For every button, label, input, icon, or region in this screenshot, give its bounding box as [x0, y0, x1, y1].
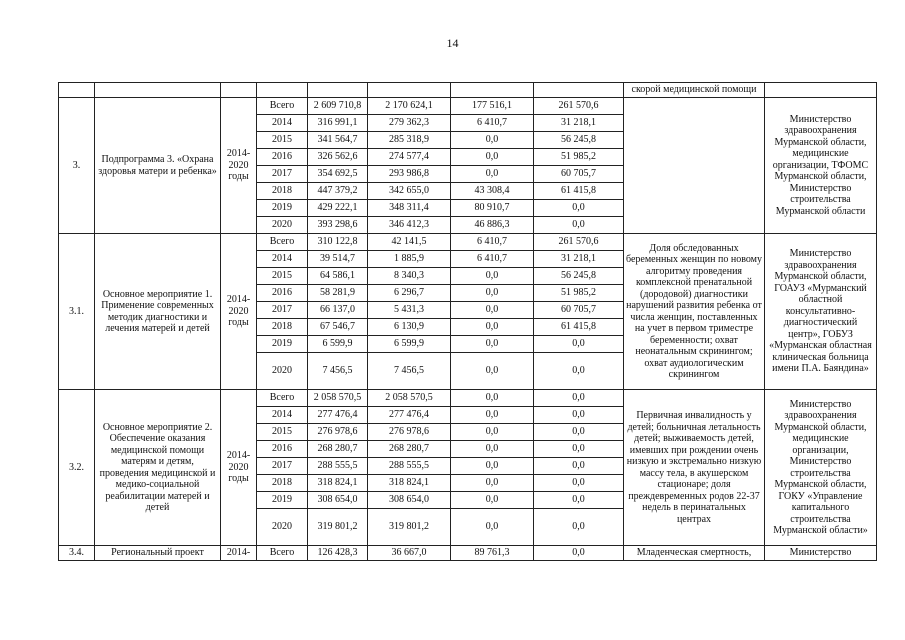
value-col1: 342 655,0	[368, 183, 451, 200]
value-col2: 0,0	[451, 509, 534, 546]
executor-cell: Министерство здравоохранения Мурманской области, ГОАУЗ «Мурманский областной консультативно-диагностический центр», ГОБУЗ «Мурманская областная клиническая больница имени П.А. Баяндина»	[765, 234, 877, 390]
value-col3: 0,0	[534, 492, 624, 509]
value-col1: 6 130,9	[368, 319, 451, 336]
program-table	[58, 82, 877, 561]
table-row	[59, 234, 877, 251]
value-col1: 318 824,1	[368, 475, 451, 492]
continuation-row	[59, 83, 877, 98]
value-col2: 0,0	[451, 166, 534, 183]
item-name: Подпрограмма 3. «Охрана здоровья матери и ребенка»	[95, 98, 221, 234]
item-name: Основное мероприятие 2. Обеспечение оказания медицинской помощи матерям и детям, проведения медицинской и медико-социальной реабилитации матерей и детей	[95, 390, 221, 546]
row-label: 2016	[257, 441, 308, 458]
item-period: 2014-	[221, 546, 257, 561]
value-col1: 348 311,4	[368, 200, 451, 217]
row-label: 2019	[257, 336, 308, 353]
value-col2: 0,0	[451, 441, 534, 458]
value-col1: 2 058 570,5	[368, 390, 451, 407]
value-total: 277 476,4	[308, 407, 368, 424]
value-col2: 0,0	[451, 390, 534, 407]
value-col3: 56 245,8	[534, 268, 624, 285]
value-col1: 285 318,9	[368, 132, 451, 149]
value-col1: 36 667,0	[368, 546, 451, 561]
item-name: Региональный проект	[95, 546, 221, 561]
value-col2: 0,0	[451, 353, 534, 390]
value-col2: 0,0	[451, 319, 534, 336]
item-period: 2014-2020 годы	[221, 390, 257, 546]
row-label: Всего	[257, 390, 308, 407]
item-number: 3.2.	[59, 390, 95, 546]
row-label: Всего	[257, 98, 308, 115]
value-col2: 6 410,7	[451, 115, 534, 132]
value-col3: 0,0	[534, 458, 624, 475]
table-row	[59, 390, 877, 407]
row-label: 2014	[257, 407, 308, 424]
item-name: Основное мероприятие 1. Применение современных методик диагностики и лечения матерей и детей	[95, 234, 221, 390]
value-total: 2 609 710,8	[308, 98, 368, 115]
item-number: 3.4.	[59, 546, 95, 561]
executor-cell: Министерство	[765, 546, 877, 561]
value-total: 326 562,6	[308, 149, 368, 166]
row-label: 2018	[257, 319, 308, 336]
value-col1: 2 170 624,1	[368, 98, 451, 115]
item-number: 3.1.	[59, 234, 95, 390]
value-col3: 51 985,2	[534, 149, 624, 166]
indicator-cell: скорой медицинской помощи	[624, 83, 765, 98]
row-label: 2017	[257, 458, 308, 475]
value-total: 7 456,5	[308, 353, 368, 390]
row-label: 2017	[257, 166, 308, 183]
row-label: 2020	[257, 217, 308, 234]
value-col3: 51 985,2	[534, 285, 624, 302]
value-col3: 0,0	[534, 424, 624, 441]
value-col2: 46 886,3	[451, 217, 534, 234]
value-col1: 5 431,3	[368, 302, 451, 319]
row-label: 2020	[257, 353, 308, 390]
value-total: 318 824,1	[308, 475, 368, 492]
value-total: 354 692,5	[308, 166, 368, 183]
value-col3: 60 705,7	[534, 302, 624, 319]
value-col3: 0,0	[534, 390, 624, 407]
value-col2: 0,0	[451, 149, 534, 166]
value-col3: 0,0	[534, 217, 624, 234]
value-col2: 0,0	[451, 458, 534, 475]
row-label: 2014	[257, 251, 308, 268]
value-total: 39 514,7	[308, 251, 368, 268]
value-total: 393 298,6	[308, 217, 368, 234]
value-total: 288 555,5	[308, 458, 368, 475]
value-col3: 56 245,8	[534, 132, 624, 149]
value-col3: 0,0	[534, 336, 624, 353]
value-total: 447 379,2	[308, 183, 368, 200]
value-col2: 177 516,1	[451, 98, 534, 115]
value-col2: 0,0	[451, 285, 534, 302]
value-col1: 293 986,8	[368, 166, 451, 183]
value-col1: 7 456,5	[368, 353, 451, 390]
value-total: 66 137,0	[308, 302, 368, 319]
value-col3: 0,0	[534, 546, 624, 561]
value-col3: 0,0	[534, 407, 624, 424]
value-total: 341 564,7	[308, 132, 368, 149]
value-total: 6 599,9	[308, 336, 368, 353]
row-label: Всего	[257, 546, 308, 561]
value-total: 310 122,8	[308, 234, 368, 251]
value-total: 308 654,0	[308, 492, 368, 509]
executor-cell: Министерство здравоохранения Мурманской области, медицинские организации, ТФОМС Мурманской области, Министерство строительства Мурманской области	[765, 98, 877, 234]
value-col2: 0,0	[451, 492, 534, 509]
row-label: 2017	[257, 302, 308, 319]
value-col2: 80 910,7	[451, 200, 534, 217]
value-total: 67 546,7	[308, 319, 368, 336]
value-col1: 288 555,5	[368, 458, 451, 475]
value-col1: 279 362,3	[368, 115, 451, 132]
value-col1: 8 340,3	[368, 268, 451, 285]
value-col2: 0,0	[451, 336, 534, 353]
row-label: 2019	[257, 200, 308, 217]
value-col3: 31 218,1	[534, 251, 624, 268]
value-col3: 61 415,8	[534, 183, 624, 200]
item-number: 3.	[59, 98, 95, 234]
value-col2: 6 410,7	[451, 234, 534, 251]
value-col2: 0,0	[451, 268, 534, 285]
value-col2: 43 308,4	[451, 183, 534, 200]
row-label: 2020	[257, 509, 308, 546]
value-total: 268 280,7	[308, 441, 368, 458]
value-col1: 268 280,7	[368, 441, 451, 458]
table-row	[59, 98, 877, 115]
value-col1: 1 885,9	[368, 251, 451, 268]
row-label: 2018	[257, 183, 308, 200]
row-label: Всего	[257, 234, 308, 251]
value-col1: 274 577,4	[368, 149, 451, 166]
value-total: 2 058 570,5	[308, 390, 368, 407]
value-col3: 261 570,6	[534, 98, 624, 115]
value-col1: 277 476,4	[368, 407, 451, 424]
value-total: 429 222,1	[308, 200, 368, 217]
value-col3: 60 705,7	[534, 166, 624, 183]
indicator-cell: Доля обследованных беременных женщин по новому алгоритму проведения комплексной пренатальной (дородовой) диагностики нарушений развития ребенка от числа женщин, поставленных на учет в первом триместре беременности; охват неонатальным скринингом; охват аудиологическим скринингом	[624, 234, 765, 390]
value-total: 58 281,9	[308, 285, 368, 302]
row-label: 2016	[257, 285, 308, 302]
item-period: 2014-2020 годы	[221, 234, 257, 390]
value-total: 316 991,1	[308, 115, 368, 132]
value-col1: 346 412,3	[368, 217, 451, 234]
value-total: 319 801,2	[308, 509, 368, 546]
value-col1: 6 296,7	[368, 285, 451, 302]
row-label: 2015	[257, 268, 308, 285]
value-col2: 89 761,3	[451, 546, 534, 561]
value-col2: 0,0	[451, 475, 534, 492]
item-period: 2014-2020 годы	[221, 98, 257, 234]
value-total: 64 586,1	[308, 268, 368, 285]
row-label: 2015	[257, 424, 308, 441]
indicator-cell	[624, 98, 765, 234]
value-col2: 0,0	[451, 424, 534, 441]
value-col3: 31 218,1	[534, 115, 624, 132]
value-col3: 0,0	[534, 441, 624, 458]
indicator-cell: Первичная инвалидность у детей; больничная летальность детей; выживаемость детей, имевших при рождении очень низкую и экстремально низкую массу тела, в акушерском стационаре; доля преждевременных родов 22-37 недель в перинатальных центрах	[624, 390, 765, 546]
value-total: 276 978,6	[308, 424, 368, 441]
value-col3: 0,0	[534, 509, 624, 546]
value-col2: 6 410,7	[451, 251, 534, 268]
row-label: 2018	[257, 475, 308, 492]
row-label: 2015	[257, 132, 308, 149]
row-label: 2019	[257, 492, 308, 509]
value-col3: 0,0	[534, 200, 624, 217]
table-row	[59, 546, 877, 561]
value-col1: 6 599,9	[368, 336, 451, 353]
value-col3: 0,0	[534, 353, 624, 390]
row-label: 2014	[257, 115, 308, 132]
value-col2: 0,0	[451, 302, 534, 319]
value-col2: 0,0	[451, 132, 534, 149]
value-col3: 61 415,8	[534, 319, 624, 336]
value-col2: 0,0	[451, 407, 534, 424]
value-total: 126 428,3	[308, 546, 368, 561]
executor-cell: Министерство здравоохранения Мурманской области, медицинские организации, Министерство строительства Мурманской области, ГОКУ «Управление капитального строительства Мурманской области»	[765, 390, 877, 546]
page-number: 14	[446, 36, 459, 50]
indicator-cell: Младенческая смертность,	[624, 546, 765, 561]
value-col1: 42 141,5	[368, 234, 451, 251]
value-col1: 276 978,6	[368, 424, 451, 441]
value-col3: 0,0	[534, 475, 624, 492]
value-col1: 319 801,2	[368, 509, 451, 546]
value-col3: 261 570,6	[534, 234, 624, 251]
value-col1: 308 654,0	[368, 492, 451, 509]
row-label: 2016	[257, 149, 308, 166]
